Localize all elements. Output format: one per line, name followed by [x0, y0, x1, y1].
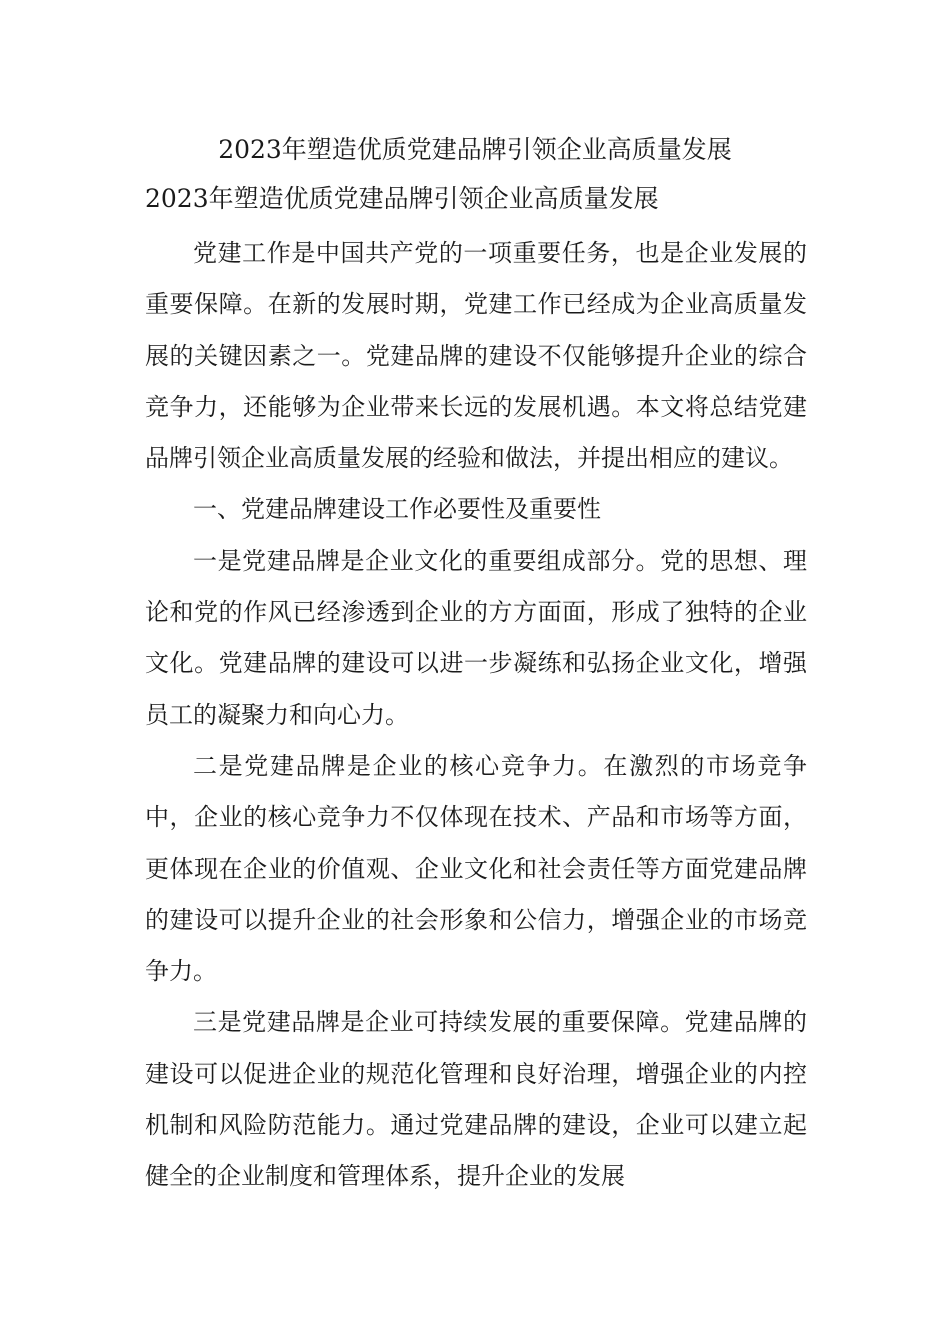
paragraph-point-two: 二是党建品牌是企业的核心竞争力。在激烈的市场竞争中，企业的核心竞争力不仅体现在技术、产品和市场等方面，更体现在企业的价值观、企业文化和社会责任等方面党建品牌的建设可以提升企业的社会形象和公信力，增强企业的市场竞争力。	[145, 751, 807, 986]
paragraph-point-three: 三是党建品牌是企业可持续发展的重要保障。党建品牌的建设可以促进企业的规范化管理和良好治理，增强企业的内控机制和风险防范能力。通过党建品牌的建设，企业可以建立起健全的企业制度和管理体系，提升企业的发展	[145, 1008, 807, 1191]
section-heading: 一、党建品牌建设工作必要性及重要性	[193, 495, 601, 524]
paragraph-point-one: 一是党建品牌是企业文化的重要组成部分。党的思想、理论和党的作风已经渗透到企业的方方面面，形成了独特的企业文化。党建品牌的建设可以进一步凝练和弘扬企业文化，增强员工的凝聚力和向心力。	[145, 546, 807, 729]
document-subtitle: 2023年塑造优质党建品牌引领企业高质量发展	[145, 184, 659, 213]
document-body	[145, 228, 807, 1203]
document-title: 2023年塑造优质党建品牌引领企业高质量发展	[218, 135, 732, 164]
paragraph-intro: 党建工作是中国共产党的一项重要任务，也是企业发展的重要保障。在新的发展时期，党建工作已经成为企业高质量发展的关键因素之一。党建品牌的建设不仅能够提升企业的综合竞争力，还能够为企业带来长远的发展机遇。本文将总结党建品牌引领企业高质量发展的经验和做法，并提出相应的建议。	[145, 239, 807, 473]
